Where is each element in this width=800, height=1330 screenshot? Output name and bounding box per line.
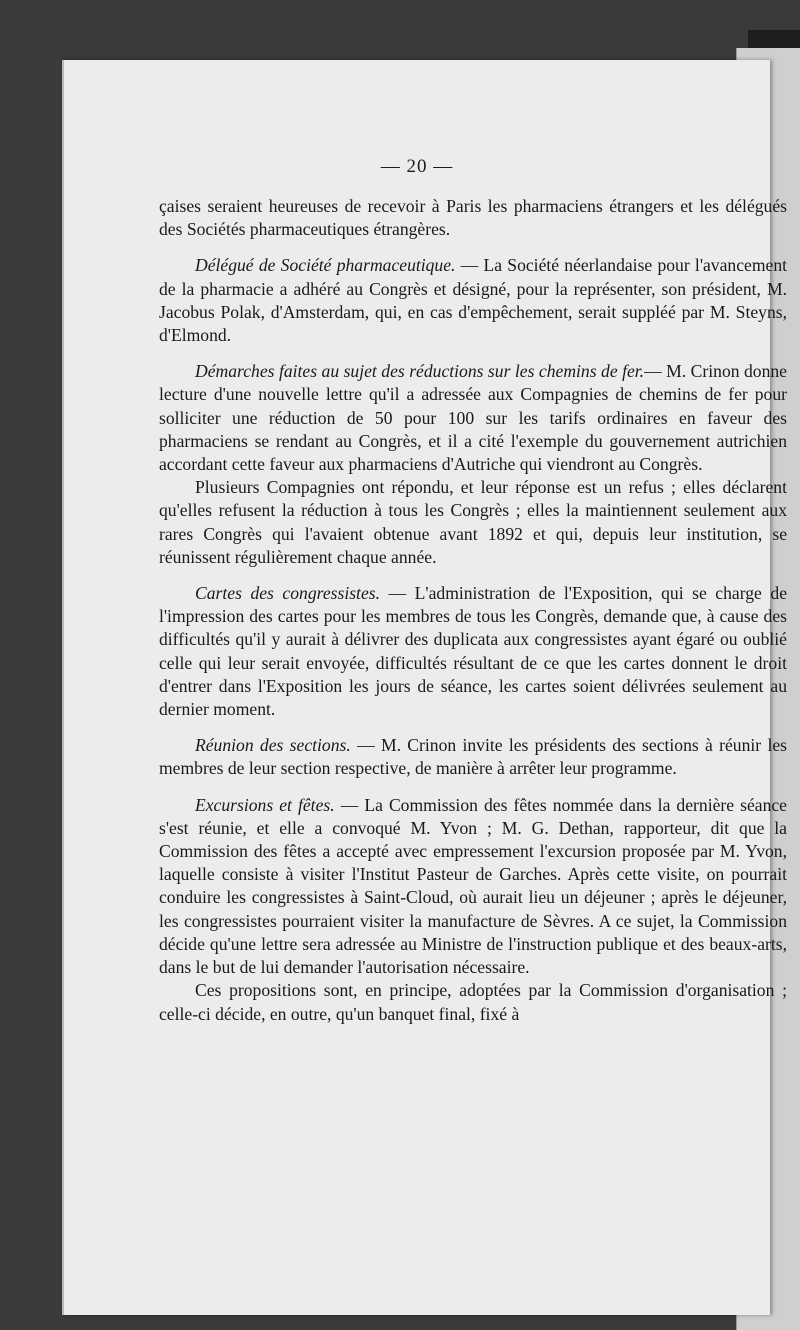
paragraph-delegue: [159, 254, 787, 347]
paragraph-text: — M. Crinon donne lecture d'une nouvelle lettre qu'il a adressée aux Compagnies de chemins de fer pour solliciter une réduction de 50 pour 100 sur les tarifs ordinaires en faveur des pharmaciens se rendant au Congrès, et il a cité l'exemple du gouvernement autrichien accordant cette faveur aux pharmaciens d'Autriche qui viendront au Congrès.: [159, 361, 787, 475]
paragraph-demarches: [159, 360, 787, 476]
page-number: — 20 —: [380, 156, 454, 177]
paragraph-text: — M. Crinon invite les présidents des sections à réunir les membres de leur section respective, de manière à arrêter leur programme.: [159, 735, 787, 779]
section-heading: Démarches faites au sujet des réductions sur les chemins de fer.: [195, 361, 645, 382]
section-heading: Cartes des congressistes.: [195, 583, 381, 604]
paragraph-refus: [159, 476, 787, 569]
section-heading: Excursions et fêtes.: [195, 794, 335, 815]
paragraph-text: çaises seraient heureuses de recevoir à Paris les pharmaciens étrangers et les délégués des Sociétés pharmaceutiques étrangères.: [159, 196, 787, 240]
paragraph-text: Plusieurs Compagnies ont répondu, et leur réponse est un refus ; elles déclarent qu'elles refusent la réduction à tous les Congrès ; elles la maintiennent seulement aux rares Congrès qui l'avaient obtenue avant 1892 et qui, depuis leur institution, se réunissent régulièrement chaque année.: [159, 477, 787, 567]
paragraph-excursions: [159, 794, 787, 980]
scanned-page: [62, 60, 788, 1315]
paragraph-cartes: [159, 582, 787, 721]
paragraph-text: — L'administration de l'Exposition, qui se charge de l'impression des cartes pour les membres de tous les Congrès, demande que, à cause des difficultés qu'il y aurait à délivrer des duplicata aux congressistes ayant égaré ou oublié celle qui leur serait envoyée, difficultés résultant de ce que les cartes donnent le droit d'entrer dans l'Exposition les jours de séance, les cartes soient délivrées seulement au dernier moment.: [159, 583, 787, 720]
paragraph-reunion: [159, 734, 787, 780]
paragraph-text: — La Société néerlandaise pour l'avancement de la pharmacie a adhéré au Congrès et désigné, pour la représenter, son président, M. Jacobus Polak, d'Amsterdam, qui, en cas d'empêchement, serait suppléé par M. Steyns, d'Elmond.: [159, 255, 788, 346]
paragraph-continuation: [159, 195, 787, 241]
section-heading: Réunion des sections.: [195, 735, 351, 756]
page-body: [159, 195, 787, 1026]
section-heading: Délégué de Société pharmaceutique.: [195, 255, 456, 276]
paragraph-propositions: [159, 979, 787, 1025]
paragraph-text: Ces propositions sont, en principe, adoptées par la Commission d'organisation ; celle-ci décide, en outre, qu'un banquet final, fixé à: [159, 980, 787, 1024]
paragraph-text: — La Commission des fêtes nommée dans la dernière séance s'est réunie, et elle a convoqué M. Yvon ; M. G. Dethan, rapporteur, dit que la Commission des fêtes a accepté avec empressement l'excursion proposée par M. Yvon, laquelle consiste à visiter l'Institut Pasteur de Garches. Après cette visite, on pourrait conduire les congressistes à Saint-Cloud, où aurait lieu un déjeuner ; après le déjeuner, les congressistes pourraient visiter la manufacture de Sèvres. A ce sujet, la Commission décide qu'une lettre sera adressée au Ministre de l'instruction publique et des beaux-arts, dans le but de lui demander l'autorisation nécessaire.: [159, 794, 787, 978]
